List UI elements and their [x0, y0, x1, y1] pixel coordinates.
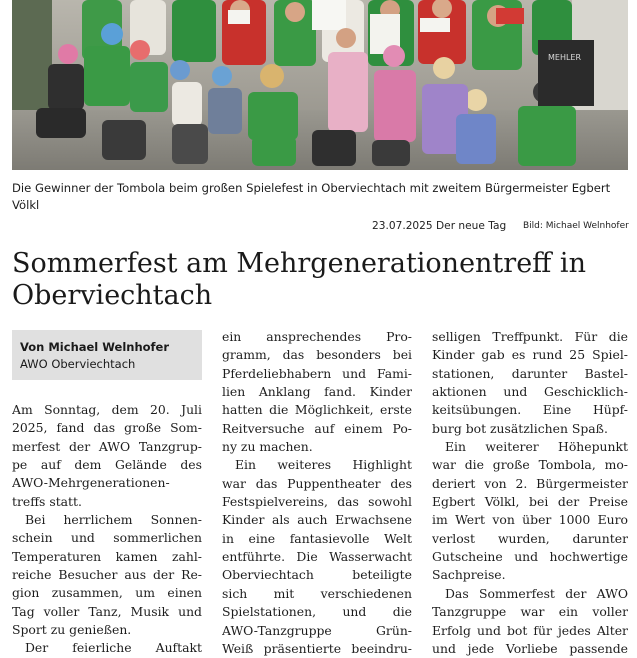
author-name: Von Michael Welnhofer — [20, 340, 170, 354]
text-line: stationen, darunter Bastel- — [432, 365, 628, 381]
text-line: Pferdeliebhabern und Fami- — [222, 365, 412, 381]
text-line: Sport zu genießen. — [12, 622, 132, 638]
text-line: Temperaturen kamen zahl- — [12, 548, 202, 564]
text-line: Erfolg und bot für jedes Alter — [432, 622, 628, 638]
text-line: Ein weiteres Highlight — [235, 457, 412, 473]
text-line: Bei herrlichem Sonnen- — [25, 512, 202, 528]
article-column-3 — [432, 328, 628, 658]
text-line: aktionen und Geschicklich- — [432, 384, 628, 400]
text-line: Sachpreise. — [432, 567, 506, 583]
article-headline: Sommerfest am Mehrgenerationentreff in Oberviechtach — [12, 248, 586, 311]
text-line: lien Anklang fand. Kinder — [222, 384, 412, 400]
text-line: Das Sommerfest der AWO — [445, 585, 628, 601]
text-line: Ein weiterer Höhepunkt — [445, 439, 628, 455]
photo-credit: Bild: Michael Welnhofer — [523, 221, 629, 231]
text-line: deriert von 2. Bürgermeister — [432, 475, 628, 491]
text-line: Reitversuche auf einem Po- — [222, 420, 412, 436]
text-line: pe auf dem Gelände des — [12, 457, 202, 473]
text-line: selligen Treffpunkt. Für die — [432, 329, 628, 344]
text-line: 2025, fand das große Som- — [12, 420, 202, 436]
text-line: war die große Tombola, mo- — [432, 457, 628, 473]
author-box — [12, 330, 202, 380]
text-line: Der feierliche Auftakt — [25, 640, 202, 656]
article-column-1 — [12, 401, 202, 658]
group-photo-icon — [12, 0, 628, 170]
text-line: Tag voller Tanz, Musik und — [12, 603, 202, 619]
text-line: AWO-Tanzgruppe Grün- — [222, 622, 412, 638]
text-line: Spielstationen, und die — [222, 604, 412, 620]
text-line: Oberviechtach beteiligte — [222, 567, 412, 583]
text-line: Kinder als auch Erwachsene — [222, 512, 412, 528]
text-line: hatten die Möglichkeit, erste — [222, 402, 412, 418]
text-line: und jede Vorliebe passende — [432, 640, 628, 656]
text-line: sich mit verschiedenen — [222, 585, 412, 601]
text-line: Kinder gab es rund 25 Spiel- — [432, 347, 628, 363]
group-photo — [12, 0, 628, 170]
sign-text: MEHLER — [548, 53, 582, 62]
text-line: keitsübungen. Eine Hüpf- — [432, 402, 628, 418]
text-line: Gutscheine und hochwertige — [432, 549, 628, 565]
text-line: im Wert von über 1000 Euro — [432, 512, 628, 528]
text-line: burg bot zusätzlichen Spaß. — [432, 420, 608, 436]
text-line: ny zu machen. — [222, 439, 313, 455]
text-line: gion zusammen, um einen — [12, 585, 202, 601]
text-line: Festspielvereins, das sowohl — [222, 494, 412, 510]
text-line: in eine fantasievolle Welt — [222, 530, 412, 546]
text-line: treffs statt. — [12, 493, 82, 509]
text-line: merfest der AWO Tanzgrup- — [12, 438, 202, 454]
article-column-2 — [222, 328, 412, 658]
photo-caption: Die Gewinner der Tombola beim großen Spielefest in Oberviechtach mit zweitem Bürgermeister Egbert Völkl — [12, 181, 611, 212]
text-line: ein ansprechendes Pro- — [222, 329, 412, 344]
text-line: Weiß präsentierte beeindru- — [222, 640, 412, 656]
author-org: AWO Oberviechtach — [20, 357, 136, 371]
text-line: gramm, das besonders bei — [222, 347, 412, 363]
text-line: entführte. Die Wasserwacht — [222, 549, 412, 565]
text-line: schein und sommerlichen — [12, 530, 202, 546]
text-line: Am Sonntag, dem 20. Juli — [12, 402, 202, 417]
text-line: Egbert Völkl, bei der Preise — [432, 494, 628, 510]
text-line: war das Puppentheater des — [222, 475, 412, 491]
text-line: verlost wurden, darunter — [432, 530, 628, 546]
text-line: Tanzgruppe war ein voller — [432, 604, 628, 620]
text-line: reiche Besucher aus der Re- — [12, 567, 202, 583]
text-line: AWO-Mehrgenerationen- — [12, 475, 170, 491]
dateline: 23.07.2025 Der neue Tag — [372, 220, 507, 232]
